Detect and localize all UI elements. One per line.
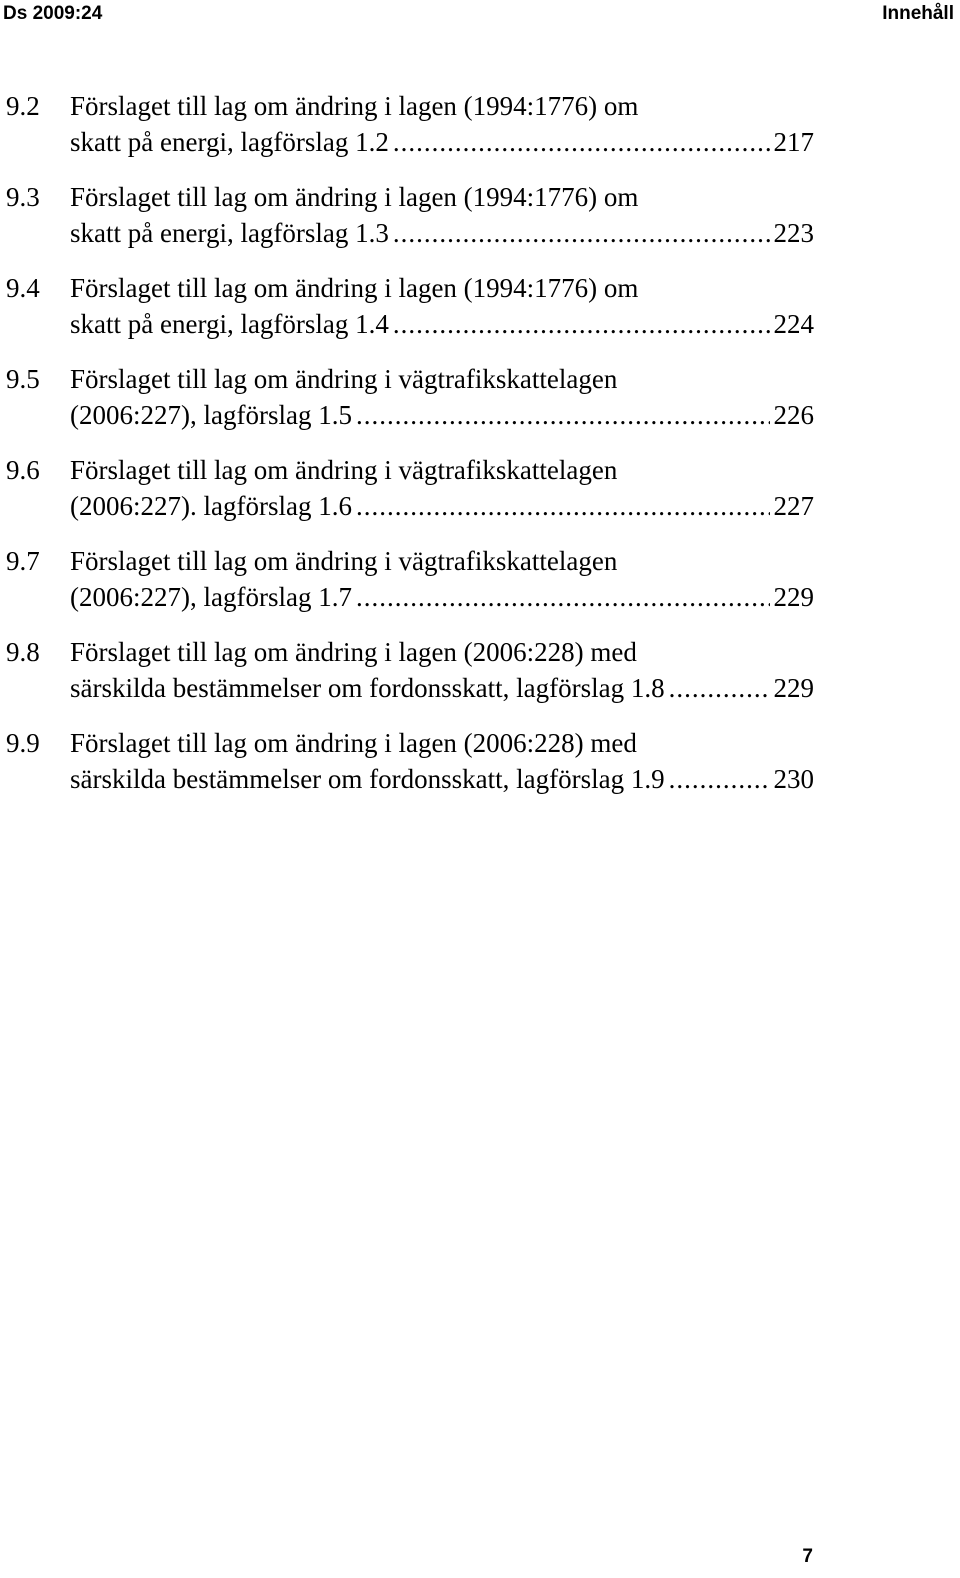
- toc-entry-title-continued: (2006:227). lagförslag 1.6: [70, 491, 352, 521]
- toc-entry-number: 9.3: [6, 182, 40, 212]
- toc-entry-title: Förslaget till lag om ändring i lagen (1994:1776) om: [70, 273, 639, 303]
- dot-leader: [393, 124, 770, 160]
- toc-entry[interactable]: [0, 452, 960, 532]
- toc-entry-title: Förslaget till lag om ändring i vägtrafikskattelagen: [70, 546, 618, 576]
- dot-leader: [356, 488, 770, 524]
- toc-entry-title-continued: särskilda bestämmelser om fordonsskatt, lagförslag 1.8: [70, 673, 665, 703]
- toc-entry[interactable]: [0, 179, 960, 259]
- toc-entry-page: 229: [773, 673, 814, 703]
- toc-entry-title-continued: (2006:227), lagförslag 1.5: [70, 400, 352, 430]
- running-header-section: Innehåll: [882, 3, 954, 24]
- dot-leader: [393, 215, 770, 251]
- toc-entry[interactable]: [0, 88, 960, 168]
- toc-entry[interactable]: [0, 634, 960, 714]
- toc-entry[interactable]: [0, 361, 960, 441]
- toc-entry-number: 9.2: [6, 91, 40, 121]
- toc-entry-number: 9.5: [6, 364, 40, 394]
- toc-entry-number: 9.4: [6, 273, 40, 303]
- toc-entry-page: 217: [773, 127, 814, 157]
- running-header-document-id: Ds 2009:24: [3, 3, 103, 24]
- toc-entry-page: 229: [773, 582, 814, 612]
- toc-entry-title-continued: särskilda bestämmelser om fordonsskatt, lagförslag 1.9: [70, 764, 665, 794]
- toc-entry[interactable]: [0, 725, 960, 805]
- toc-entry-title: Förslaget till lag om ändring i vägtrafikskattelagen: [70, 455, 618, 485]
- toc-entry-title: Förslaget till lag om ändring i lagen (1994:1776) om: [70, 182, 639, 212]
- dot-leader: [356, 579, 770, 615]
- toc-entry-title-continued: skatt på energi, lagförslag 1.4: [70, 309, 389, 339]
- toc-entry-number: 9.8: [6, 637, 40, 667]
- toc-entry[interactable]: [0, 543, 960, 623]
- dot-leader: [393, 306, 770, 342]
- toc-entry-page: 223: [773, 218, 814, 248]
- toc-entry-title: Förslaget till lag om ändring i lagen (2006:228) med: [70, 637, 637, 667]
- toc-entry-page: 227: [773, 491, 814, 521]
- page-number: 7: [802, 1546, 813, 1567]
- toc-entry-title-continued: (2006:227), lagförslag 1.7: [70, 582, 352, 612]
- toc-entry-number: 9.6: [6, 455, 40, 485]
- dot-leader: [669, 670, 770, 706]
- toc-entry[interactable]: [0, 270, 960, 350]
- toc-entry-number: 9.7: [6, 546, 40, 576]
- toc-entry-title: Förslaget till lag om ändring i lagen (1994:1776) om: [70, 91, 639, 121]
- dot-leader: [356, 397, 770, 433]
- toc-entry-title-continued: skatt på energi, lagförslag 1.3: [70, 218, 389, 248]
- dot-leader: [669, 761, 770, 797]
- toc-entry-title: Förslaget till lag om ändring i lagen (2006:228) med: [70, 728, 637, 758]
- toc-entry-page: 230: [773, 764, 814, 794]
- toc-entry-page: 224: [773, 309, 814, 339]
- toc-entry-number: 9.9: [6, 728, 40, 758]
- toc-entry-title: Förslaget till lag om ändring i vägtrafikskattelagen: [70, 364, 618, 394]
- toc-entry-title-continued: skatt på energi, lagförslag 1.2: [70, 127, 389, 157]
- toc-entry-page: 226: [773, 400, 814, 430]
